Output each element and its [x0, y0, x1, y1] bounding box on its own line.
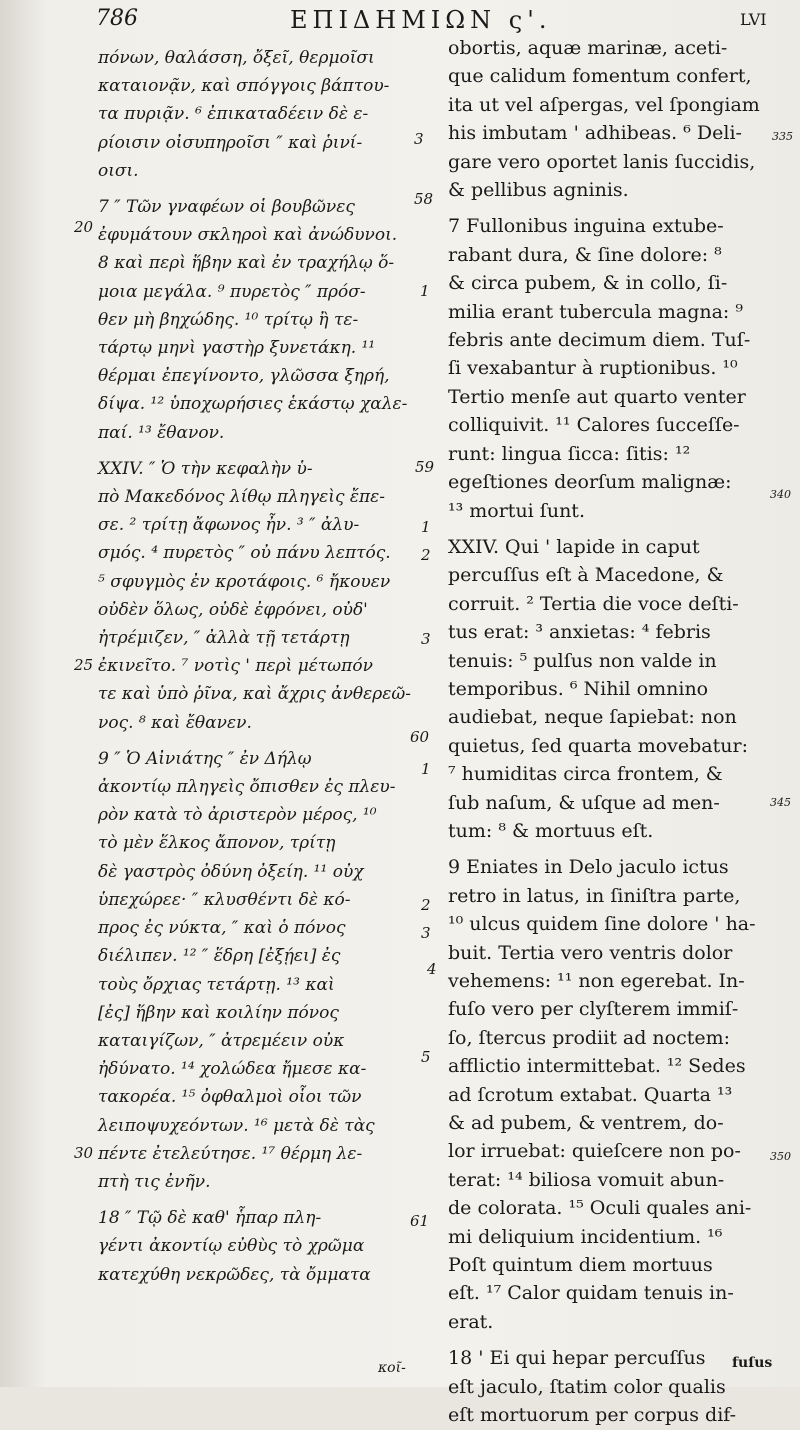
margin-line-number: 58 [414, 190, 434, 208]
greek-text-line: τακορέα. ¹⁵ ὀφθαλμοὶ οἷοι τῶν [98, 1087, 362, 1108]
margin-line-number: 59 [415, 458, 435, 476]
margin-line-number: 3 [414, 130, 424, 148]
greek-text-line: ⁵ σφυγμὸς ἐν κροτάφοις. ⁶ ἤκουεν [98, 571, 391, 592]
latin-text-line: fuſo vero per clyſterem immiſ- [448, 998, 739, 1021]
margin-line-number: 3 [421, 630, 431, 648]
greek-text-line: γέντι ἀκοντίῳ εὐθὺς τὸ χρῶμα [98, 1236, 365, 1257]
greek-text-line: δὲ γαστρὸς ὀδύνη ὀξείη. ¹¹ οὐχ [98, 861, 364, 882]
margin-line-number: 1 [420, 282, 430, 300]
greek-text-line: καταιγίζων, ″ ἀτρεμέειν οὐκ [98, 1030, 345, 1051]
greek-text-line: 18 ″ Τῷ δὲ καθ' ἧπαρ πλη- [98, 1208, 322, 1229]
greek-text-line: τα πυριᾷν. ⁶ ἐπικαταδέειν δὲ ε- [98, 104, 369, 125]
latin-text-line: tenuis: ⁵ pulſus non valde in [448, 649, 717, 672]
latin-text-line: 9 Eniates in Delo jaculo ictus [448, 856, 729, 879]
greek-text-line: οὐδὲν ὅλως, οὐδὲ ἐφρόνει, οὐδ' [98, 599, 368, 620]
greek-text-line: XXIV. ″ Ὁ τὴν κεφαλὴν ὑ- [98, 458, 313, 479]
latin-text-line: que calidum fomentum confert, [448, 65, 752, 88]
greek-text-line: 7 ″ Τῶν γναφέων οἱ βουβῶνες [98, 197, 355, 218]
greek-text-line: τοὺς ὄρχιας τετάρτῃ. ¹³ καὶ [98, 974, 335, 995]
greek-text-line: σμός. ⁴ πυρετὸς ″ οὐ πάνυ λεπτός. [98, 543, 391, 564]
margin-line-number: 3 [421, 924, 431, 942]
greek-text-line: σε. ² τρίτῃ ἄφωνος ἦν. ³ ″ ἀλυ- [98, 515, 360, 536]
latin-text-line: audiebat, neque ſapiebat: non [448, 706, 737, 729]
greek-text-line: πὸ Μακεδόνος λίθῳ πληγεὶς ἔπε- [98, 487, 386, 508]
latin-column [448, 34, 773, 1430]
latin-text-line: ſub naſum, & uſque ad men- [448, 791, 720, 814]
latin-text-line: egeſtiones deorſum malignæ: [448, 471, 732, 494]
latin-text-line: gare vero oportet lanis ſuccidis, [448, 150, 756, 173]
margin-line-number: 2 [421, 546, 431, 564]
latin-text-line: Poſt quintum diem mortuus [448, 1254, 713, 1277]
latin-text-line: buit. Tertia vero ventris dolor [448, 941, 733, 964]
greek-text-line: ρίοισιν οἰσυπηροῖσι ″ καὶ ῥινί- [98, 132, 363, 153]
greek-text-line: ἀκοντίῳ πληγεὶς ὄπισθεν ἐς πλευ- [98, 777, 396, 798]
latin-text-line: his imbutam ' adhibeas. ⁶ Deli- [448, 122, 742, 145]
greek-text-line: ἠτρέμιζεν, ″ ἀλλὰ τῇ τετάρτῃ [98, 628, 350, 649]
latin-text-line: febris ante decimum diem. Tuſ- [448, 329, 751, 352]
latin-text-line: XXIV. Qui ' lapide in caput [448, 535, 700, 558]
margin-line-number: 345 [770, 796, 791, 809]
latin-text-line: milia erant tubercula magna: ⁹ [448, 300, 743, 323]
margin-line-number: 1 [421, 518, 431, 536]
greek-text-line: τε καὶ ὑπὸ ῥῖνα, καὶ ἄχρις ἀνθερεῶ- [98, 684, 412, 705]
greek-text-line: λειποψυχεόντων. ¹⁶ μετὰ δὲ τὰς [98, 1115, 375, 1136]
latin-text-line: ad ſcrotum extabat. Quarta ¹³ [448, 1083, 733, 1106]
latin-text-line: mi deliquium incidentium. ¹⁶ [448, 1225, 723, 1248]
running-head: ΕΠΙΔΗΜΙΩΝ ς'. [290, 6, 552, 34]
greek-text-line: κατεχύθη νεκρῶδες, τὰ ὄμματα [98, 1264, 371, 1285]
latin-text-line: tum: ⁸ & mortuus eſt. [448, 819, 654, 842]
greek-text-line: μοια μεγάλα. ⁹ πυρετὸς ″ πρόσ- [98, 281, 366, 302]
greek-text-line: ὑπεχώρεε· ″ κλυσθέντι δὲ κό- [98, 889, 351, 910]
greek-text-line: οισι. [98, 160, 139, 181]
latin-text-line: 18 ' Ei qui hepar percuſſus [448, 1347, 706, 1370]
margin-line-number: 60 [410, 728, 430, 746]
latin-text-line: ⁷ humiditas circa frontem, & [448, 763, 723, 786]
greek-catchword: κοῖ- [378, 1360, 406, 1376]
page-number: 786 [96, 6, 138, 31]
latin-text-line: runt: lingua ſicca: ſitis: ¹² [448, 442, 691, 465]
greek-text-line: πέντε ἐτελεύτησε. ¹⁷ θέρμη λε- [98, 1143, 363, 1164]
latin-text-line: retro in latus, in ſiniſtra parte, [448, 884, 741, 907]
latin-text-line: ¹⁰ ulcus quidem ſine dolore ' ha- [448, 913, 756, 936]
greek-text-line: νος. ⁸ καὶ ἔθανεν. [98, 712, 252, 733]
margin-line-number: 4 [427, 960, 437, 978]
latin-text-line: ita ut vel aſpergas, vel ſpongiam [448, 93, 760, 116]
greek-text-line: ἐφυμάτουν σκληροὶ καὶ ἀνώδυνοι. [98, 225, 398, 246]
latin-text-line: erat. [448, 1310, 494, 1333]
latin-text-line: de colorata. ¹⁵ Oculi quales ani- [448, 1197, 752, 1220]
latin-text-line: & ad pubem, & ventrem, do- [448, 1112, 724, 1135]
latin-text-line: temporibus. ⁶ Nihil omnino [448, 677, 709, 700]
latin-text-line: eſt. ¹⁷ Calor quidam tenuis in- [448, 1282, 734, 1305]
greek-text-line: [ἐς] ἥβην καὶ κοιλίην πόνος [98, 1002, 339, 1023]
latin-text-line: ſi vexabantur à ruptionibus. ¹⁰ [448, 357, 738, 380]
latin-text-line: vehemens: ¹¹ non egerebat. In- [448, 970, 745, 992]
latin-text-line: 7 Fullonibus inguina extube- [448, 215, 724, 238]
margin-line-number: 20 [74, 218, 94, 236]
margin-line-number: 2 [421, 896, 431, 914]
greek-text-line: παί. ¹³ ἔθανον. [98, 422, 225, 443]
latin-text-line: Tertio menſe aut quarto venter [448, 385, 746, 408]
greek-text-line: προς ἐς νύκτα, ″ καὶ ὁ πόνος [98, 918, 346, 939]
margin-line-number: 30 [74, 1144, 94, 1162]
latin-text-line: eſt mortuorum per corpus dif- [448, 1404, 737, 1427]
greek-text-line: τάρτῳ μηνὶ γαστὴρ ξυνετάκη. ¹¹ [98, 338, 376, 359]
latin-text-line: corruit. ² Tertia die voce deſti- [448, 592, 739, 615]
greek-text-line: ρὸν κατὰ τὸ ἀριστερὸν μέρος, ¹⁰ [98, 805, 377, 826]
latin-catchword: fuſus [732, 1355, 773, 1371]
greek-text-line: τὸ μὲν ἕλκος ἄπονον, τρίτῃ [98, 833, 336, 854]
latin-text-line: afflictio intermittebat. ¹² Sedes [448, 1055, 746, 1078]
latin-text-line: & circa pubem, & in collo, ſi- [448, 272, 728, 295]
greek-column [98, 44, 420, 1289]
latin-text-line: terat: ¹⁴ biliosa vomuit abun- [448, 1168, 725, 1191]
latin-text-line: tus erat: ³ anxietas: ⁴ febris [448, 621, 711, 644]
greek-text-line: ἐκινεῖτο. ⁷ νοτὶς ' περὶ μέτωπόν [98, 656, 373, 677]
latin-text-line: eſt jaculo, ſtatim color qualis [448, 1375, 726, 1398]
greek-text-line: δίψα. ¹² ὑποχωρήσιες ἑκάστῳ χαλε- [98, 394, 408, 415]
latin-text-line: rabant dura, & ſine dolore: ⁸ [448, 243, 722, 266]
margin-line-number: 5 [421, 1048, 431, 1066]
margin-line-number: 350 [770, 1150, 791, 1163]
margin-line-number: 61 [410, 1212, 430, 1230]
greek-text-line: 8 καὶ περὶ ἥβην καὶ ἐν τραχήλῳ ὅ- [98, 253, 395, 274]
latin-text-line: obortis, aquæ marinæ, aceti- [448, 37, 728, 59]
latin-text-line: ¹³ mortui ſunt. [448, 499, 585, 522]
greek-text-line: 9 ″ Ὁ Αἰνιάτης ″ ἐν Δήλῳ [98, 748, 312, 769]
latin-text-line: quietus, ſed quarta movebatur: [448, 734, 748, 757]
folio-signature: LVI [740, 10, 767, 29]
margin-line-number: 340 [770, 488, 791, 501]
latin-text-line: ſo, ſtercus prodiit ad noctem: [448, 1026, 731, 1049]
latin-text-line: colliquivit. ¹¹ Calores ſucceſſe- [448, 414, 740, 437]
greek-text-line: διέλιπεν. ¹² ″ ἕδρη [ἐξῄει] ἐς [98, 946, 341, 967]
greek-text-line: πτὴ τις ἐνῆν. [98, 1171, 211, 1192]
margin-line-number: 1 [421, 760, 431, 778]
greek-text-line: καταιονᾷν, καὶ σπόγγοις βάπτου- [98, 76, 390, 97]
greek-text-line: θέρμαι ἐπεγίνοντο, γλῶσσα ξηρή, [98, 366, 390, 387]
greek-text-line: πόνων, θαλάσση, ὄξεῖ, θερμοῖσι [98, 48, 375, 68]
greek-text-line: θεν μὴ βηχώδης. ¹⁰ τρίτῳ ἢ τε- [98, 309, 359, 330]
latin-text-line: & pellibus agninis. [448, 179, 629, 202]
margin-line-number: 335 [772, 130, 793, 143]
latin-text-line: percuſſus eſt à Macedone, & [448, 564, 724, 587]
latin-text-line: lor irruebat: quieſcere non po- [448, 1140, 741, 1163]
greek-text-line: ἠδύνατο. ¹⁴ χολώδεα ἤμεσε κα- [98, 1059, 367, 1080]
margin-line-number: 25 [74, 656, 94, 674]
